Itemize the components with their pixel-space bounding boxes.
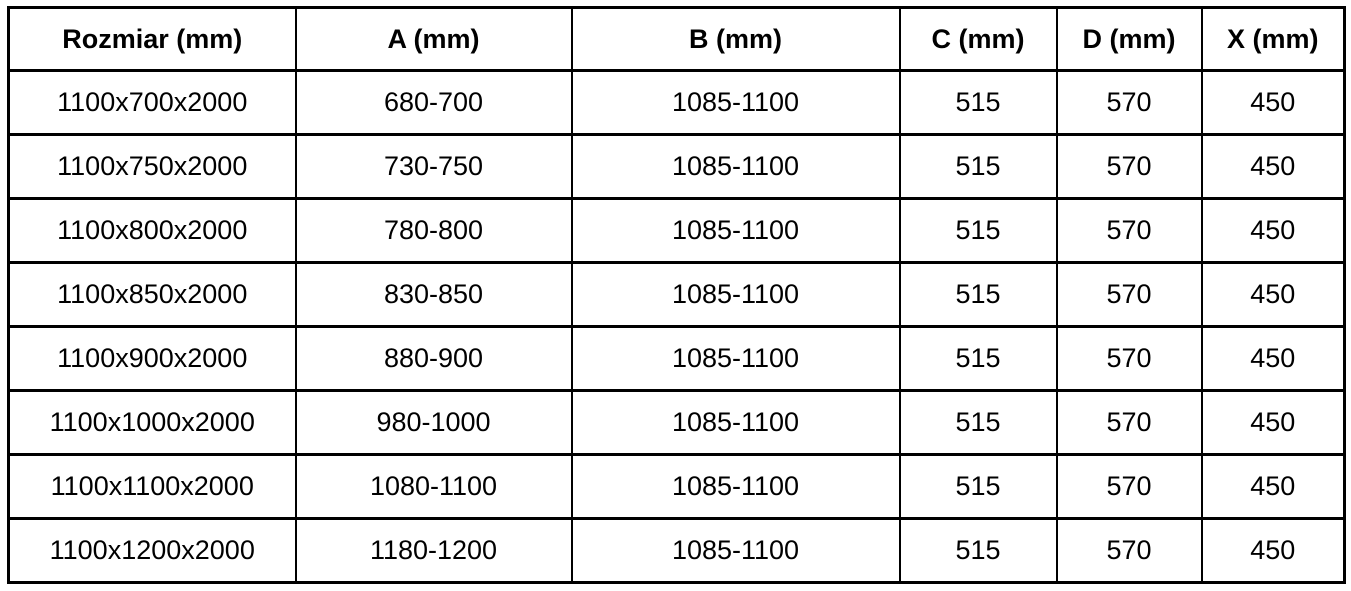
table-cell: 515 [900, 391, 1057, 455]
table-cell: 1100x700x2000 [9, 71, 296, 135]
table-cell: 1085-1100 [572, 135, 900, 199]
table-cell: 1100x750x2000 [9, 135, 296, 199]
table-cell: 1100x800x2000 [9, 199, 296, 263]
table-cell: 1100x900x2000 [9, 327, 296, 391]
table-cell: 515 [900, 263, 1057, 327]
size-spec-table [7, 6, 1346, 584]
table-cell: 515 [900, 455, 1057, 519]
table-cell: 450 [1202, 455, 1345, 519]
table-row [9, 519, 1345, 583]
column-header-b: B (mm) [572, 8, 900, 71]
table-cell: 1085-1100 [572, 327, 900, 391]
table-cell: 570 [1057, 519, 1202, 583]
table-cell: 450 [1202, 71, 1345, 135]
table-row [9, 135, 1345, 199]
table-row [9, 455, 1345, 519]
table-row [9, 199, 1345, 263]
table-cell: 880-900 [296, 327, 572, 391]
table-body [9, 71, 1345, 583]
table-cell: 1100x1200x2000 [9, 519, 296, 583]
table-cell: 450 [1202, 391, 1345, 455]
table-cell: 1085-1100 [572, 199, 900, 263]
table-cell: 450 [1202, 327, 1345, 391]
table-cell: 570 [1057, 391, 1202, 455]
table-cell: 450 [1202, 135, 1345, 199]
column-header-rozmiar: Rozmiar (mm) [9, 8, 296, 71]
table-cell: 1180-1200 [296, 519, 572, 583]
table-cell: 450 [1202, 519, 1345, 583]
table-cell: 450 [1202, 263, 1345, 327]
table-cell: 515 [900, 519, 1057, 583]
table-cell: 1100x1000x2000 [9, 391, 296, 455]
table-cell: 1085-1100 [572, 455, 900, 519]
column-header-c: C (mm) [900, 8, 1057, 71]
table-cell: 980-1000 [296, 391, 572, 455]
table-cell: 570 [1057, 135, 1202, 199]
table-cell: 570 [1057, 327, 1202, 391]
table-cell: 1085-1100 [572, 71, 900, 135]
column-header-a: A (mm) [296, 8, 572, 71]
table-cell: 1100x850x2000 [9, 263, 296, 327]
table-cell: 570 [1057, 455, 1202, 519]
table-cell: 515 [900, 71, 1057, 135]
table-row [9, 71, 1345, 135]
table-cell: 1085-1100 [572, 519, 900, 583]
table-cell: 780-800 [296, 199, 572, 263]
column-header-x: X (mm) [1202, 8, 1345, 71]
table-row [9, 391, 1345, 455]
header-row [9, 8, 1345, 71]
column-header-d: D (mm) [1057, 8, 1202, 71]
table-cell: 515 [900, 199, 1057, 263]
table-cell: 570 [1057, 263, 1202, 327]
table-cell: 1085-1100 [572, 391, 900, 455]
table-cell: 515 [900, 327, 1057, 391]
table-cell: 730-750 [296, 135, 572, 199]
table-cell: 450 [1202, 199, 1345, 263]
table-cell: 1080-1100 [296, 455, 572, 519]
table-cell: 1085-1100 [572, 263, 900, 327]
table-row [9, 327, 1345, 391]
table-cell: 570 [1057, 199, 1202, 263]
table-row [9, 263, 1345, 327]
table-cell: 830-850 [296, 263, 572, 327]
table-cell: 680-700 [296, 71, 572, 135]
table-cell: 515 [900, 135, 1057, 199]
table-cell: 570 [1057, 71, 1202, 135]
table-cell: 1100x1100x2000 [9, 455, 296, 519]
